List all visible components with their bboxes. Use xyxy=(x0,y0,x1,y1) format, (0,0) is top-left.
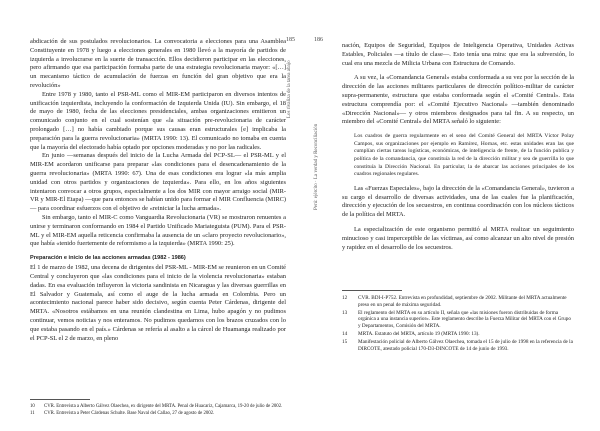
paragraph: La especialización de este organismo permitió al MRTA realizar un seguimiento minucioso y casi imperceptible de las víctimas, así como alcanzar un alto nivel de presión y rapidez en el desarrollo de los secuestros. xyxy=(342,225,574,251)
paragraph: Entre 1978 y 1980, tanto el PSR-ML como el MIR-EM participaron en diversos intentos de unificación izquierdista, incluyendo la conformación de Izquierda Unida (IU). Sin embargo, el 18 de mayo de 1980, fecha de las elecciones presidenciales, ambas organizaciones emitieron un comunicado conjunto en el cual sostenían que «la situación pre-revolucionaria de carácter prolongado […] no había cambiado porque sus causas eran estructurales [e] implicaba la preparación para la guerra revolucionaria» (MRTA 1990: 13). El comunicado no tomaba en cuenta que la mayoría del electorado había optado por opciones moderadas y no por las radicales. xyxy=(30,90,286,151)
paragraph: A su vez, la «Comandancia General» estaba conformada a su vez por la sección de la dirección de las acciones militares particulares de dirección político-militar de carácter supra-permanente, estructura que estaba conformada según el «Comité Central». Esta estructura comprendía por: el «Comité Ejecutivo Nacional» —también denominado «Dirección Nacional»— y otros miembros designados para tal fin. A su respecto, un miembro del «Comité Central» del MRTA señaló lo siguiente: xyxy=(342,74,574,126)
footnote-text: CVR. Entrevista a Alberto Gálvez Olaechea, ex dirigente del MRTA. Penal de Huacariz, Cajamarca, 19-20 de julio de 2002. xyxy=(44,404,283,409)
footnote-number: 14 xyxy=(342,330,348,337)
paragraph: El 1 de marzo de 1982, una decena de dirigentes del PSR-ML - MIR-EM se reunieron en un Comité Central y concluyeron que «las condiciones para el inicio de la violencia revolucionaria» estaban dadas. En esa evaluación influyeron la victoria sandinista en Nicaragua y las diversas guerrillas en El Salvador y Guatemala, así como el auge de la lucha armada en Colombia. Pero un acontecimiento nacional parece haber sido decisivo, según cuenta Peter Cárdenas, dirigente del MRTA. «Nosotros estábamos en una reunión clandestina en Lima, hubo apagón y no pudimos continuar, vemos noticias y nos enteramos. No pudimos quedarnos con los brazos cruzados con lo que estaba pasando en el país.» Cárdenas se refería al asalto a la cárcel de Huamanga realizado por el PCP-SL el 2 de marzo, en pleno xyxy=(30,264,286,342)
footnote-number: 10 xyxy=(30,404,35,409)
paragraph: Sin embargo, tanto el MIR-C como Vanguardia Revolucionaria (VR) se mostraron renuentes a unirse y terminaron conformando en 1984 el Partido Unificado Mariateguista (PUM). Para el PSR-ML y el MIR-EM aquella reticencia confirmaba la ausencia de un «claro proyecto revolucionario», que había «tenido fuertemente de reformismo a la izquierda» (MRTA 1990: 25). xyxy=(30,213,286,248)
footnote-rule xyxy=(342,290,402,291)
footnote xyxy=(30,411,286,417)
footnotes xyxy=(342,290,574,353)
footnotes xyxy=(30,399,286,419)
footnote-text: CVR. Entrevista a Peter Cárdenas Schulte. Base Naval del Callao, 27 de agosto de 2002. xyxy=(44,411,215,417)
footnote xyxy=(342,310,574,330)
footnote-number: 12 xyxy=(342,295,348,301)
right-body xyxy=(342,42,574,252)
footnote xyxy=(342,295,574,309)
running-head: Los rivaliza de la tarea abajo xyxy=(287,60,292,118)
page-number: 186 xyxy=(314,37,323,43)
footnote-text: MRTA. Estatuto del MRTA, artículo 19 (MRTA 1990: 13). xyxy=(358,330,480,337)
footnote xyxy=(30,404,286,410)
right-page xyxy=(300,0,600,431)
footnote-text: El reglamento del MRTA en su artículo II, señala que «las misiones fueron distribuidas de forma orgánica a una instancia superior». Este reglamento describe la Fuerza Militar del MRTA con el Grupo y Departamentos, Comisión del MRTA. xyxy=(358,309,571,330)
footnote-number: 15 xyxy=(342,338,348,345)
footnote-number: 13 xyxy=(342,309,348,316)
paragraph: abdicación de sus postulados revolucionarios. La convocatoria a elecciones para una Asamblea Constituyente en 1978 y luego a elecciones generales en 1980 llevó a la mayoría de partidos de izquierda a involucrarse en la suerte de transacción. Ellos decidieron participar en las elecciones, pero afirmando que esa participación formaba parte de una estrategia revolucionaria mayor: «[…] un mecanismo táctico de acumulación de fuerzas en función del gran objetivo que era la revolución» xyxy=(30,38,286,89)
footnote xyxy=(342,339,574,353)
block-quote: Los cuadros de guerra regularmente en el seno del Comité General del MRTA Víctor Polay Campos, sus organizaciones por ejemplo en Ramírez, Hornas, etc. estas unidades eran las que cumplían ciertas tareas logísticas, económicas, de inteligencia de frente, de la función publica y política de la comandancia, que constituía la red de la dirección militar y sea de guerrilla lo que constituía la Dirección Nacional. En particular, la de abarcar las acciones principales de los cuadros regionales regulares. xyxy=(354,133,574,178)
footnote-text: Manifestación policial de Alberto Gálvez Olaechea, tomada el 15 de julio de 1998 en la referencia de la DIRCOTE, atestado policial 170-D3-DINCOTE de 14 de junio de 1993. xyxy=(358,338,573,352)
paragraph: Las «Fuerzas Especiales», bajo la dirección de la «Comandancia General», tuvieron a su cargo el desarrollo de diversas actividades, una de las cuales fue la planificación, dirección y ejecución de los secuestros, en continua coordinación con los núcleos tácticos de la política del MRTA. xyxy=(342,184,574,219)
running-head: Perú: ejército · La verdad y Reconciliación xyxy=(314,123,319,210)
footnote-rule xyxy=(30,399,90,400)
footnote-text: CVR. BDI-I-P752. Entrevista en profundidad, septiembre de 2002. Militante del MRTA actualmente preso en un penal de máxima seguridad. xyxy=(358,295,567,308)
left-body xyxy=(30,38,286,343)
footnote-number: 11 xyxy=(30,411,35,417)
paragraph: En junio —semanas después del inicio de la Lucha Armada del PCP-SL— el PSR-ML y el MIR-EM acordaron unificarse para preparar «las condiciones para el desencadenamiento de la guerra revolucionaria» (MRTA 1990: 67). Una de esas condiciones era lograr «la más amplia unidad con otros partidos y organizaciones de izquierda». Para ello, en los años siguientes intentaron convocar a otros grupos, especialmente a los dos MIR con mayor arraigo social (MIR-VR y MIR-El Etapa) —que para entonces se habían unido para formar el MIR Confluencia (MIRC)— para coordinar esfuerzos con el objetivo de «reiniciar la lucha armada». xyxy=(30,152,286,213)
section-title: Preparación e inicio de las acciones armadas (1982 - 1986) xyxy=(30,255,186,262)
quote-continuation: nación, Equipos de Seguridad, Equipos de Inteligencia Operativa, Unidades Activas Estables, Policiales —a título de clase—. Esto tenía una mira: que era la subversión, lo cual era una mezcla de Milicia Urbana con Estructura de Comando. xyxy=(342,42,574,67)
footnote xyxy=(342,331,574,338)
page-number: 185 xyxy=(286,37,295,43)
